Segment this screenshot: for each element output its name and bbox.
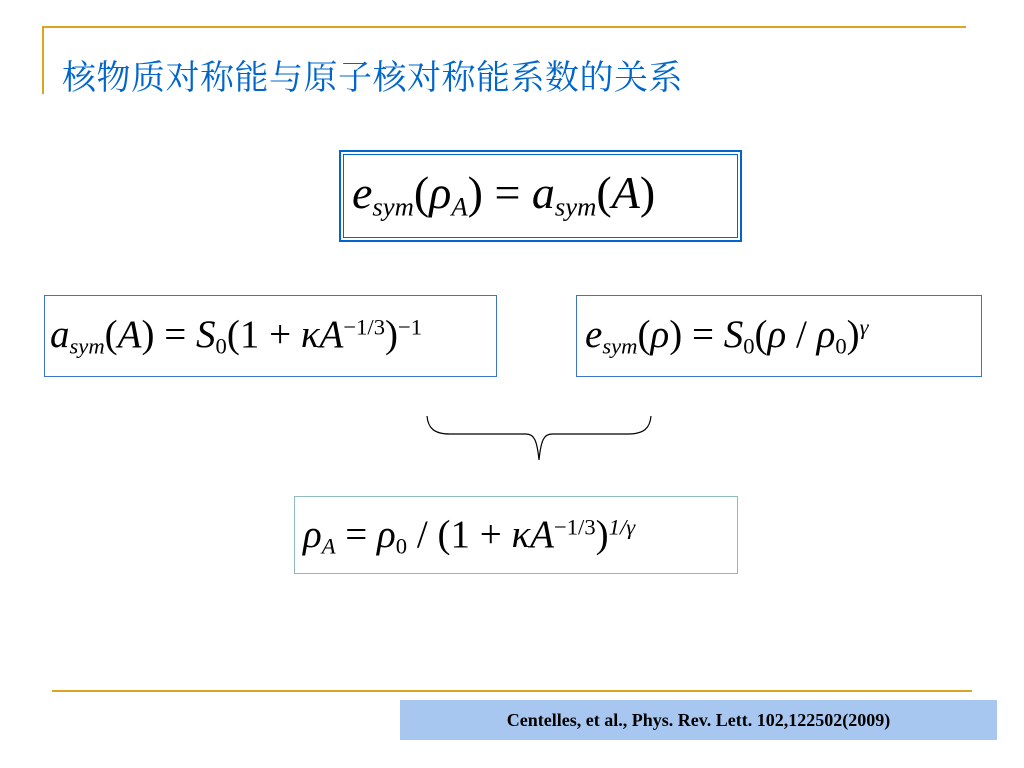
top-rule [42, 26, 966, 28]
eq-main-A: A [611, 167, 640, 218]
eq-main-lparen-2: ( [596, 167, 612, 218]
eq-left-one: 1 [239, 313, 260, 356]
eq-bottom-exp-inner: −1/3 [554, 514, 596, 540]
eq-left-lparen-2: ( [226, 313, 240, 356]
eq-left-A: A [117, 313, 142, 356]
eq-right-slash: / [786, 313, 817, 356]
right-equation [585, 313, 869, 359]
eq-left-S: S [196, 313, 216, 356]
eq-left-A-2: A [319, 313, 344, 356]
eq-right-rparen: ) [669, 313, 683, 356]
eq-main-lparen: ( [413, 167, 430, 218]
eq-main-a: a [531, 167, 555, 218]
eq-main-rparen-2: ) [639, 167, 656, 218]
eq-bottom-rho-sub: A [321, 533, 336, 559]
eq-right-gamma-exp: γ [859, 314, 869, 340]
bottom-rule [52, 690, 972, 692]
eq-right-rho: ρ [650, 313, 670, 356]
left-equation [50, 313, 423, 359]
eq-bottom-plus: + [469, 513, 512, 556]
eq-left-a: a [50, 313, 70, 356]
eq-left-rparen: ) [141, 313, 155, 356]
eq-right-rparen-2: ) [846, 313, 860, 356]
left-rule [42, 26, 44, 94]
eq-right-e-sub: sym [602, 333, 638, 359]
eq-bottom-rparen: ) [595, 513, 609, 556]
eq-bottom-exp-outer: 1/γ [608, 514, 636, 540]
eq-main-rparen: ) [467, 167, 483, 218]
eq-right-rho-2: ρ [767, 313, 787, 356]
eq-left-rparen-2: ) [385, 313, 399, 356]
eq-main-rho-sub: A [451, 191, 468, 222]
eq-right-rho-3-sub: 0 [835, 333, 847, 359]
main-equation [352, 167, 656, 222]
eq-right-e: e [585, 313, 603, 356]
eq-right-lparen-2: ( [754, 313, 768, 356]
eq-main-a-sub: sym [554, 191, 597, 222]
eq-bottom-A: A [530, 513, 554, 556]
eq-bottom-lparen: ( [437, 513, 451, 556]
eq-bottom-equals: = [335, 513, 378, 556]
eq-bottom-one: 1 [450, 513, 470, 556]
eq-bottom-kappa: κ [511, 513, 531, 556]
eq-left-kappa: κ [300, 313, 320, 356]
eq-right-S: S [723, 313, 744, 356]
eq-left-equals: = [154, 313, 196, 356]
eq-left-exp-inner: −1/3 [343, 314, 386, 340]
eq-left-a-sub: sym [69, 333, 105, 359]
bottom-equation [303, 513, 636, 559]
eq-left-lparen: ( [104, 313, 118, 356]
eq-bottom-slash: / [407, 513, 438, 556]
eq-bottom-rho-2: ρ [377, 513, 396, 556]
curly-brace-icon [424, 412, 654, 464]
eq-bottom-rho-2-sub: 0 [395, 533, 408, 559]
eq-right-S-sub: 0 [743, 333, 755, 359]
eq-right-lparen: ( [637, 313, 651, 356]
eq-main-e-sub: sym [372, 191, 414, 222]
citation-box [400, 700, 997, 740]
eq-bottom-rho: ρ [303, 513, 322, 556]
eq-main-equals: = [482, 167, 532, 218]
slide-title: 核物质对称能与原子核对称能系数的关系 [62, 58, 683, 98]
eq-main-rho: ρ [429, 167, 452, 218]
eq-right-equals: = [682, 313, 724, 356]
eq-right-rho-3: ρ [816, 313, 836, 356]
eq-left-plus: + [259, 313, 301, 356]
eq-left-S-sub: 0 [215, 333, 227, 359]
eq-main-e: e [352, 167, 373, 218]
eq-left-exp-outer: −1 [398, 314, 423, 340]
citation-text: Centelles, et al., Phys. Rev. Lett. 102,122502(2009) [506, 709, 891, 730]
